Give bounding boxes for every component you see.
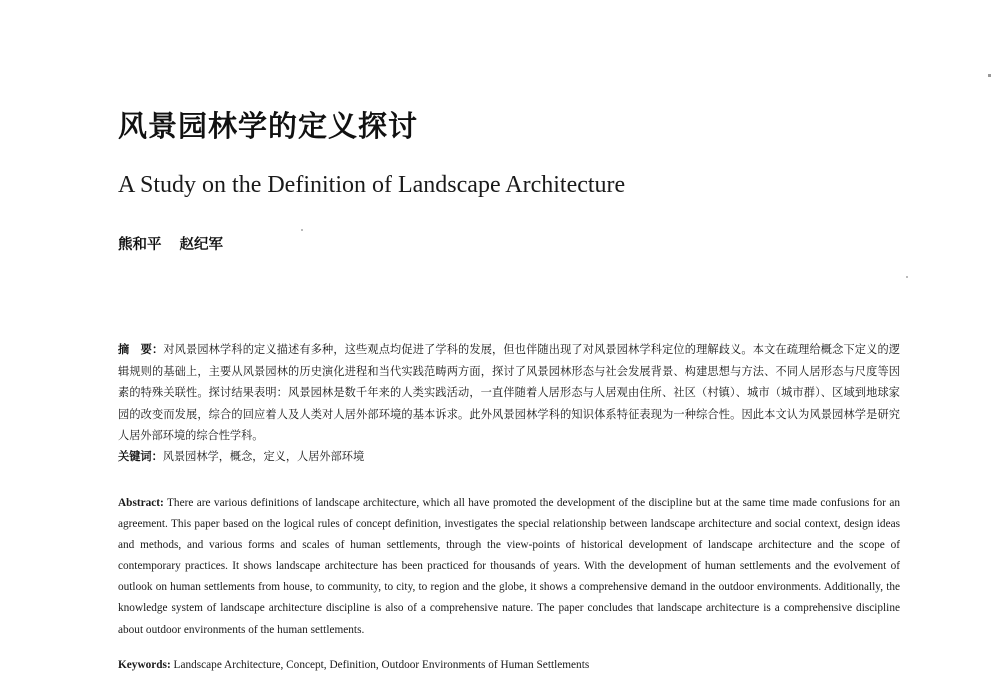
english-abstract-label: Abstract: [118,497,164,509]
scan-speck [906,276,908,278]
english-abstract [118,493,900,641]
english-keywords [118,655,900,675]
chinese-abstract-text: 对风景园林学科的定义描述有多种，这些观点均促进了学科的发展，但也伴随出现了对风景园林学科定位的理解歧义。本文在疏理给概念下定义的逻辑规则的基础上，主要从风景园林的历史演化进程和当代实践范畴两方面，探讨了风景园林形态与社会发展背景、构建思想与方法、不同人居形态与尺度等因素的特殊关联性。探讨结果表明：风景园林是数千年来的人类实践活动，一直伴随着人居形态与人居观由住所、社区（村镇）、城市（城市群）、区域到地球家园的改变而发展，综合的回应着人及人类对人居外部环境的基本诉求。此外风景园林学科的知识体系特征表现为一种综合性。因此本文认为风景园林学是研究人居外部环境的综合性学科。 [118,343,900,443]
chinese-abstract-label: 摘 要： [118,343,164,356]
english-keywords-label: Keywords: [118,659,171,671]
author-list [118,233,223,254]
scan-speck [988,74,991,77]
chinese-title: 风景园林学的定义探讨 [118,109,419,143]
chinese-abstract [118,339,900,447]
chinese-keywords [118,447,900,467]
english-keywords-text: Landscape Architecture, Concept, Definition, Outdoor Environments of Human Settlements [173,659,590,671]
english-title: A Study on the Definition of Landscape Architecture [118,172,626,198]
author-name: 赵纪军 [179,237,223,253]
scan-speck [301,229,303,231]
english-abstract-text: There are various definitions of landscape architecture, which all have promoted the development of the discipline but at the same time made confusions for an agreement. This paper based on the logical rules of concept definition, investigates the special relationship between landscape architecture and social context, design ideas and methods, and various forms and scales of human settlements, through the view-points of historical development of landscape architecture and the scope of contemporary practices. It shows landscape architecture has been practiced for thousands of years. With the development of human settlements and the evolvement of outlook on human settlements from house, to community, to city, to region and the globe, it shows a comprehensive demand in the outdoor environments. Additionally, the knowledge system of landscape architecture discipline is also of a comprehensive nature. The paper concludes that landscape architecture is a comprehensive discipline about outdoor environments of the human settlements. [118,497,900,636]
chinese-keywords-text: 风景园林学，概念，定义，人居外部环境 [162,450,365,463]
chinese-keywords-label: 关键词： [118,450,163,463]
author-name: 熊和平 [118,237,162,253]
